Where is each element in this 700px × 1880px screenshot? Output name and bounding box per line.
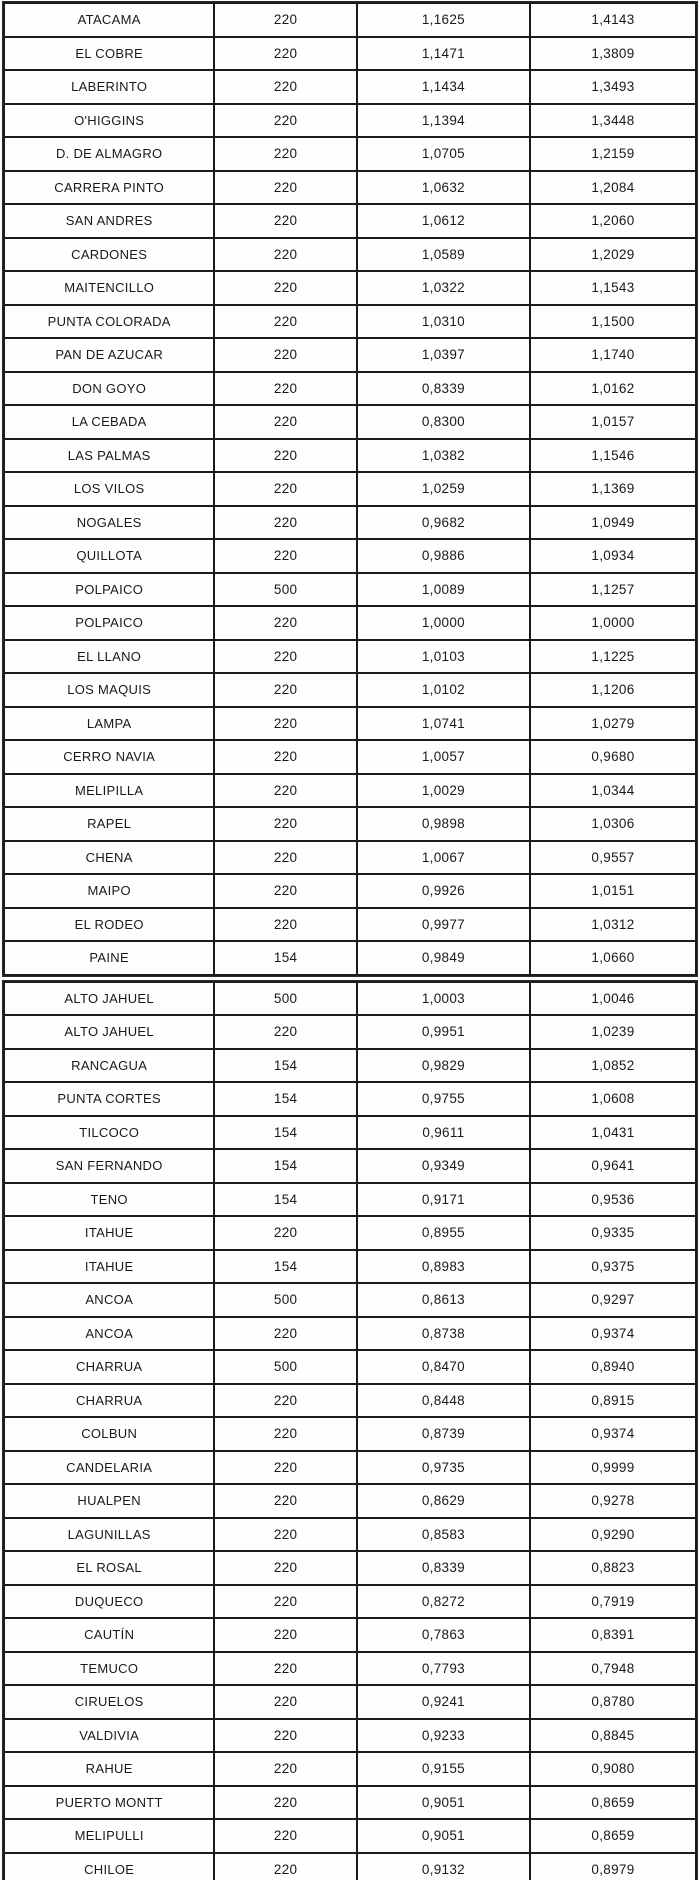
station-name-cell: VALDIVIA bbox=[4, 1719, 214, 1753]
value-col1-cell: 1,0057 bbox=[357, 740, 530, 774]
station-name-cell: LOS VILOS bbox=[4, 472, 214, 506]
value-col1-cell: 0,9233 bbox=[357, 1719, 530, 1753]
table-row bbox=[4, 439, 696, 473]
value-col1-cell: 0,8955 bbox=[357, 1216, 530, 1250]
value-col1-cell: 0,9611 bbox=[357, 1116, 530, 1150]
voltage-kv-cell: 220 bbox=[214, 338, 357, 372]
station-name-cell: LAMPA bbox=[4, 707, 214, 741]
value-col2-cell: 1,0431 bbox=[530, 1116, 696, 1150]
voltage-kv-cell: 220 bbox=[214, 1384, 357, 1418]
value-col2-cell: 1,0949 bbox=[530, 506, 696, 540]
table-section bbox=[2, 1, 698, 977]
voltage-kv-cell: 220 bbox=[214, 1786, 357, 1820]
station-name-cell: LOS MAQUIS bbox=[4, 673, 214, 707]
table-row bbox=[4, 640, 696, 674]
table-row bbox=[4, 1652, 696, 1686]
value-col2-cell: 1,0312 bbox=[530, 908, 696, 942]
voltage-kv-cell: 154 bbox=[214, 1116, 357, 1150]
value-col1-cell: 0,8339 bbox=[357, 1551, 530, 1585]
value-col2-cell: 0,9080 bbox=[530, 1752, 696, 1786]
value-col2-cell: 0,8845 bbox=[530, 1719, 696, 1753]
value-col2-cell: 1,1740 bbox=[530, 338, 696, 372]
table-row bbox=[4, 1819, 696, 1853]
value-col2-cell: 0,8659 bbox=[530, 1786, 696, 1820]
table-row bbox=[4, 1618, 696, 1652]
voltage-kv-cell: 220 bbox=[214, 606, 357, 640]
table-row bbox=[4, 982, 696, 1016]
voltage-kv-cell: 220 bbox=[214, 372, 357, 406]
voltage-kv-cell: 220 bbox=[214, 1719, 357, 1753]
station-name-cell: MELIPULLI bbox=[4, 1819, 214, 1853]
value-col1-cell: 0,9977 bbox=[357, 908, 530, 942]
station-name-cell: EL COBRE bbox=[4, 37, 214, 71]
value-col1-cell: 0,8300 bbox=[357, 405, 530, 439]
value-col2-cell: 1,0157 bbox=[530, 405, 696, 439]
value-col2-cell: 0,9297 bbox=[530, 1283, 696, 1317]
table-row bbox=[4, 70, 696, 104]
table-row bbox=[4, 204, 696, 238]
voltage-kv-cell: 220 bbox=[214, 472, 357, 506]
value-col2-cell: 1,0344 bbox=[530, 774, 696, 808]
value-col1-cell: 0,9886 bbox=[357, 539, 530, 573]
voltage-kv-cell: 220 bbox=[214, 874, 357, 908]
table-row bbox=[4, 1585, 696, 1619]
value-col1-cell: 1,1394 bbox=[357, 104, 530, 138]
value-col1-cell: 0,9682 bbox=[357, 506, 530, 540]
value-col2-cell: 0,9374 bbox=[530, 1417, 696, 1451]
value-col1-cell: 0,9132 bbox=[357, 1853, 530, 1880]
voltage-kv-cell: 220 bbox=[214, 171, 357, 205]
voltage-kv-cell: 220 bbox=[214, 204, 357, 238]
table-row bbox=[4, 1216, 696, 1250]
value-col2-cell: 1,1257 bbox=[530, 573, 696, 607]
table-row bbox=[4, 238, 696, 272]
value-col2-cell: 0,9557 bbox=[530, 841, 696, 875]
voltage-kv-cell: 220 bbox=[214, 1484, 357, 1518]
voltage-kv-cell: 220 bbox=[214, 238, 357, 272]
value-col2-cell: 0,8391 bbox=[530, 1618, 696, 1652]
value-col1-cell: 0,7863 bbox=[357, 1618, 530, 1652]
value-col2-cell: 1,0046 bbox=[530, 982, 696, 1016]
substation-table bbox=[3, 2, 697, 976]
voltage-kv-cell: 500 bbox=[214, 1283, 357, 1317]
value-col2-cell: 0,8915 bbox=[530, 1384, 696, 1418]
value-col1-cell: 1,0102 bbox=[357, 673, 530, 707]
table-row bbox=[4, 1049, 696, 1083]
station-name-cell: CIRUELOS bbox=[4, 1685, 214, 1719]
station-name-cell: PAN DE AZUCAR bbox=[4, 338, 214, 372]
value-col1-cell: 0,8739 bbox=[357, 1417, 530, 1451]
table-row bbox=[4, 405, 696, 439]
table-row bbox=[4, 506, 696, 540]
value-col2-cell: 1,1206 bbox=[530, 673, 696, 707]
station-name-cell: EL RODEO bbox=[4, 908, 214, 942]
value-col1-cell: 1,0029 bbox=[357, 774, 530, 808]
station-name-cell: CERRO NAVIA bbox=[4, 740, 214, 774]
value-col1-cell: 0,9849 bbox=[357, 941, 530, 975]
value-col1-cell: 0,9349 bbox=[357, 1149, 530, 1183]
voltage-kv-cell: 220 bbox=[214, 1417, 357, 1451]
value-col1-cell: 0,9155 bbox=[357, 1752, 530, 1786]
table-row bbox=[4, 104, 696, 138]
table-row bbox=[4, 673, 696, 707]
value-col2-cell: 0,9536 bbox=[530, 1183, 696, 1217]
value-col2-cell: 1,0306 bbox=[530, 807, 696, 841]
table-row bbox=[4, 1719, 696, 1753]
value-col1-cell: 0,8470 bbox=[357, 1350, 530, 1384]
station-name-cell: POLPAICO bbox=[4, 606, 214, 640]
station-name-cell: CARRERA PINTO bbox=[4, 171, 214, 205]
voltage-kv-cell: 220 bbox=[214, 1819, 357, 1853]
voltage-kv-cell: 220 bbox=[214, 640, 357, 674]
station-name-cell: RAPEL bbox=[4, 807, 214, 841]
voltage-kv-cell: 220 bbox=[214, 1317, 357, 1351]
value-col2-cell: 1,1500 bbox=[530, 305, 696, 339]
value-col1-cell: 1,1434 bbox=[357, 70, 530, 104]
station-name-cell: TENO bbox=[4, 1183, 214, 1217]
voltage-kv-cell: 220 bbox=[214, 1752, 357, 1786]
table-row bbox=[4, 573, 696, 607]
value-col1-cell: 1,1625 bbox=[357, 3, 530, 37]
station-name-cell: EL ROSAL bbox=[4, 1551, 214, 1585]
station-name-cell: RAHUE bbox=[4, 1752, 214, 1786]
station-name-cell: D. DE ALMAGRO bbox=[4, 137, 214, 171]
voltage-kv-cell: 220 bbox=[214, 539, 357, 573]
station-name-cell: PUNTA COLORADA bbox=[4, 305, 214, 339]
station-name-cell: NOGALES bbox=[4, 506, 214, 540]
value-col2-cell: 0,8940 bbox=[530, 1350, 696, 1384]
value-col2-cell: 1,3448 bbox=[530, 104, 696, 138]
voltage-kv-cell: 220 bbox=[214, 137, 357, 171]
voltage-kv-cell: 220 bbox=[214, 305, 357, 339]
value-col1-cell: 1,0397 bbox=[357, 338, 530, 372]
value-col2-cell: 0,9375 bbox=[530, 1250, 696, 1284]
voltage-kv-cell: 220 bbox=[214, 1618, 357, 1652]
value-col2-cell: 0,9999 bbox=[530, 1451, 696, 1485]
table-row bbox=[4, 137, 696, 171]
station-name-cell: HUALPEN bbox=[4, 1484, 214, 1518]
station-name-cell: TEMUCO bbox=[4, 1652, 214, 1686]
value-col1-cell: 0,8339 bbox=[357, 372, 530, 406]
voltage-kv-cell: 220 bbox=[214, 439, 357, 473]
table-row bbox=[4, 472, 696, 506]
table-row bbox=[4, 1786, 696, 1820]
voltage-kv-cell: 154 bbox=[214, 941, 357, 975]
station-name-cell: POLPAICO bbox=[4, 573, 214, 607]
value-col2-cell: 1,0934 bbox=[530, 539, 696, 573]
value-col2-cell: 1,1225 bbox=[530, 640, 696, 674]
value-col1-cell: 0,9051 bbox=[357, 1786, 530, 1820]
table-row bbox=[4, 3, 696, 37]
value-col1-cell: 1,0382 bbox=[357, 439, 530, 473]
value-col1-cell: 1,1471 bbox=[357, 37, 530, 71]
table-row bbox=[4, 305, 696, 339]
value-col2-cell: 1,3809 bbox=[530, 37, 696, 71]
voltage-kv-cell: 220 bbox=[214, 740, 357, 774]
table-row bbox=[4, 539, 696, 573]
station-name-cell: MAITENCILLO bbox=[4, 271, 214, 305]
value-col1-cell: 0,8272 bbox=[357, 1585, 530, 1619]
value-col1-cell: 1,0259 bbox=[357, 472, 530, 506]
table-row bbox=[4, 1853, 696, 1880]
station-name-cell: ATACAMA bbox=[4, 3, 214, 37]
value-col1-cell: 0,7793 bbox=[357, 1652, 530, 1686]
value-col1-cell: 0,9051 bbox=[357, 1819, 530, 1853]
value-col1-cell: 1,0741 bbox=[357, 707, 530, 741]
station-name-cell: LABERINTO bbox=[4, 70, 214, 104]
value-col1-cell: 1,0322 bbox=[357, 271, 530, 305]
value-col1-cell: 0,9951 bbox=[357, 1015, 530, 1049]
voltage-kv-cell: 220 bbox=[214, 1451, 357, 1485]
voltage-kv-cell: 220 bbox=[214, 1652, 357, 1686]
value-col1-cell: 1,0310 bbox=[357, 305, 530, 339]
station-name-cell: ITAHUE bbox=[4, 1250, 214, 1284]
station-name-cell: SAN FERNANDO bbox=[4, 1149, 214, 1183]
station-name-cell: PAINE bbox=[4, 941, 214, 975]
value-col1-cell: 0,9735 bbox=[357, 1451, 530, 1485]
value-col1-cell: 1,0003 bbox=[357, 982, 530, 1016]
value-col2-cell: 0,9641 bbox=[530, 1149, 696, 1183]
value-col2-cell: 1,1546 bbox=[530, 439, 696, 473]
value-col1-cell: 0,9241 bbox=[357, 1685, 530, 1719]
table-row bbox=[4, 1082, 696, 1116]
voltage-kv-cell: 220 bbox=[214, 104, 357, 138]
table-row bbox=[4, 908, 696, 942]
table-row bbox=[4, 271, 696, 305]
station-name-cell: DON GOYO bbox=[4, 372, 214, 406]
value-col1-cell: 1,0612 bbox=[357, 204, 530, 238]
table-row bbox=[4, 841, 696, 875]
value-col1-cell: 0,9926 bbox=[357, 874, 530, 908]
table-section bbox=[2, 980, 698, 1880]
table-row bbox=[4, 1149, 696, 1183]
value-col2-cell: 0,7919 bbox=[530, 1585, 696, 1619]
table-row bbox=[4, 1015, 696, 1049]
value-col1-cell: 1,0067 bbox=[357, 841, 530, 875]
station-name-cell: ITAHUE bbox=[4, 1216, 214, 1250]
table-row bbox=[4, 1350, 696, 1384]
value-col2-cell: 1,2060 bbox=[530, 204, 696, 238]
station-name-cell: O'HIGGINS bbox=[4, 104, 214, 138]
station-name-cell: CHARRUA bbox=[4, 1350, 214, 1384]
table-row bbox=[4, 37, 696, 71]
table-row bbox=[4, 774, 696, 808]
voltage-kv-cell: 154 bbox=[214, 1049, 357, 1083]
value-col2-cell: 1,0162 bbox=[530, 372, 696, 406]
voltage-kv-cell: 500 bbox=[214, 573, 357, 607]
station-name-cell: CHARRUA bbox=[4, 1384, 214, 1418]
value-col2-cell: 1,0279 bbox=[530, 707, 696, 741]
table-row bbox=[4, 807, 696, 841]
voltage-kv-cell: 220 bbox=[214, 1518, 357, 1552]
voltage-kv-cell: 220 bbox=[214, 70, 357, 104]
station-name-cell: CARDONES bbox=[4, 238, 214, 272]
voltage-kv-cell: 220 bbox=[214, 1585, 357, 1619]
station-name-cell: LAS PALMAS bbox=[4, 439, 214, 473]
table-row bbox=[4, 707, 696, 741]
table-row bbox=[4, 1317, 696, 1351]
station-name-cell: DUQUECO bbox=[4, 1585, 214, 1619]
value-col2-cell: 1,1369 bbox=[530, 472, 696, 506]
station-name-cell: EL LLANO bbox=[4, 640, 214, 674]
voltage-kv-cell: 220 bbox=[214, 707, 357, 741]
station-name-cell: ANCOA bbox=[4, 1283, 214, 1317]
value-col1-cell: 1,0589 bbox=[357, 238, 530, 272]
table-row bbox=[4, 740, 696, 774]
value-col2-cell: 1,2084 bbox=[530, 171, 696, 205]
voltage-kv-cell: 220 bbox=[214, 1551, 357, 1585]
voltage-kv-cell: 220 bbox=[214, 405, 357, 439]
station-name-cell: QUILLOTA bbox=[4, 539, 214, 573]
value-col1-cell: 0,8983 bbox=[357, 1250, 530, 1284]
station-name-cell: PUERTO MONTT bbox=[4, 1786, 214, 1820]
value-col2-cell: 1,0608 bbox=[530, 1082, 696, 1116]
station-name-cell: MELIPILLA bbox=[4, 774, 214, 808]
value-col2-cell: 0,9335 bbox=[530, 1216, 696, 1250]
station-name-cell: COLBUN bbox=[4, 1417, 214, 1451]
value-col2-cell: 0,9374 bbox=[530, 1317, 696, 1351]
voltage-kv-cell: 154 bbox=[214, 1250, 357, 1284]
voltage-kv-cell: 220 bbox=[214, 908, 357, 942]
voltage-kv-cell: 220 bbox=[214, 774, 357, 808]
value-col1-cell: 0,8738 bbox=[357, 1317, 530, 1351]
voltage-kv-cell: 220 bbox=[214, 841, 357, 875]
value-col2-cell: 0,8780 bbox=[530, 1685, 696, 1719]
value-col2-cell: 1,2159 bbox=[530, 137, 696, 171]
value-col1-cell: 0,8613 bbox=[357, 1283, 530, 1317]
voltage-kv-cell: 220 bbox=[214, 673, 357, 707]
value-col2-cell: 0,7948 bbox=[530, 1652, 696, 1686]
value-col2-cell: 1,0660 bbox=[530, 941, 696, 975]
table-row bbox=[4, 1384, 696, 1418]
voltage-kv-cell: 220 bbox=[214, 3, 357, 37]
value-col2-cell: 0,9290 bbox=[530, 1518, 696, 1552]
value-col2-cell: 1,4143 bbox=[530, 3, 696, 37]
table-row bbox=[4, 1283, 696, 1317]
table-row bbox=[4, 1551, 696, 1585]
value-col2-cell: 0,9278 bbox=[530, 1484, 696, 1518]
station-name-cell: RANCAGUA bbox=[4, 1049, 214, 1083]
station-name-cell: TILCOCO bbox=[4, 1116, 214, 1150]
value-col2-cell: 1,1543 bbox=[530, 271, 696, 305]
table-row bbox=[4, 1116, 696, 1150]
voltage-kv-cell: 154 bbox=[214, 1082, 357, 1116]
value-col1-cell: 1,0000 bbox=[357, 606, 530, 640]
value-col2-cell: 0,8659 bbox=[530, 1819, 696, 1853]
voltage-kv-cell: 220 bbox=[214, 506, 357, 540]
voltage-kv-cell: 220 bbox=[214, 1015, 357, 1049]
table-row bbox=[4, 171, 696, 205]
station-name-cell: MAIPO bbox=[4, 874, 214, 908]
table-row bbox=[4, 1250, 696, 1284]
value-col2-cell: 1,2029 bbox=[530, 238, 696, 272]
table-row bbox=[4, 1518, 696, 1552]
value-col2-cell: 1,0852 bbox=[530, 1049, 696, 1083]
station-name-cell: ALTO JAHUEL bbox=[4, 1015, 214, 1049]
value-col2-cell: 1,0000 bbox=[530, 606, 696, 640]
station-name-cell: CHILOE bbox=[4, 1853, 214, 1880]
station-name-cell: CHENA bbox=[4, 841, 214, 875]
station-name-cell: SAN ANDRES bbox=[4, 204, 214, 238]
table-row bbox=[4, 606, 696, 640]
value-col2-cell: 0,8823 bbox=[530, 1551, 696, 1585]
value-col1-cell: 0,9898 bbox=[357, 807, 530, 841]
voltage-kv-cell: 500 bbox=[214, 1350, 357, 1384]
value-col2-cell: 0,8979 bbox=[530, 1853, 696, 1880]
table-row bbox=[4, 372, 696, 406]
value-col1-cell: 0,8629 bbox=[357, 1484, 530, 1518]
value-col1-cell: 0,9755 bbox=[357, 1082, 530, 1116]
station-name-cell: LAGUNILLAS bbox=[4, 1518, 214, 1552]
voltage-kv-cell: 220 bbox=[214, 1853, 357, 1880]
voltage-kv-cell: 220 bbox=[214, 1216, 357, 1250]
voltage-kv-cell: 220 bbox=[214, 37, 357, 71]
value-col1-cell: 0,9171 bbox=[357, 1183, 530, 1217]
station-name-cell: CAUTÍN bbox=[4, 1618, 214, 1652]
table-row bbox=[4, 941, 696, 975]
value-col1-cell: 1,0705 bbox=[357, 137, 530, 171]
value-col2-cell: 0,9680 bbox=[530, 740, 696, 774]
table-row bbox=[4, 338, 696, 372]
voltage-kv-cell: 154 bbox=[214, 1183, 357, 1217]
voltage-kv-cell: 220 bbox=[214, 271, 357, 305]
value-col1-cell: 1,0089 bbox=[357, 573, 530, 607]
voltage-kv-cell: 220 bbox=[214, 1685, 357, 1719]
table-row bbox=[4, 1484, 696, 1518]
table-row bbox=[4, 1417, 696, 1451]
station-name-cell: ALTO JAHUEL bbox=[4, 982, 214, 1016]
station-name-cell: LA CEBADA bbox=[4, 405, 214, 439]
substation-table bbox=[3, 981, 697, 1880]
station-name-cell: PUNTA CORTES bbox=[4, 1082, 214, 1116]
value-col1-cell: 0,8583 bbox=[357, 1518, 530, 1552]
value-col2-cell: 1,0239 bbox=[530, 1015, 696, 1049]
value-col1-cell: 1,0103 bbox=[357, 640, 530, 674]
voltage-kv-cell: 220 bbox=[214, 807, 357, 841]
value-col1-cell: 1,0632 bbox=[357, 171, 530, 205]
voltage-kv-cell: 500 bbox=[214, 982, 357, 1016]
table-row bbox=[4, 1685, 696, 1719]
value-col1-cell: 0,9829 bbox=[357, 1049, 530, 1083]
value-col2-cell: 1,0151 bbox=[530, 874, 696, 908]
voltage-kv-cell: 154 bbox=[214, 1149, 357, 1183]
value-col1-cell: 0,8448 bbox=[357, 1384, 530, 1418]
table-row bbox=[4, 1183, 696, 1217]
table-row bbox=[4, 1752, 696, 1786]
table-row bbox=[4, 874, 696, 908]
value-col2-cell: 1,3493 bbox=[530, 70, 696, 104]
table-row bbox=[4, 1451, 696, 1485]
station-name-cell: ANCOA bbox=[4, 1317, 214, 1351]
station-name-cell: CANDELARIA bbox=[4, 1451, 214, 1485]
